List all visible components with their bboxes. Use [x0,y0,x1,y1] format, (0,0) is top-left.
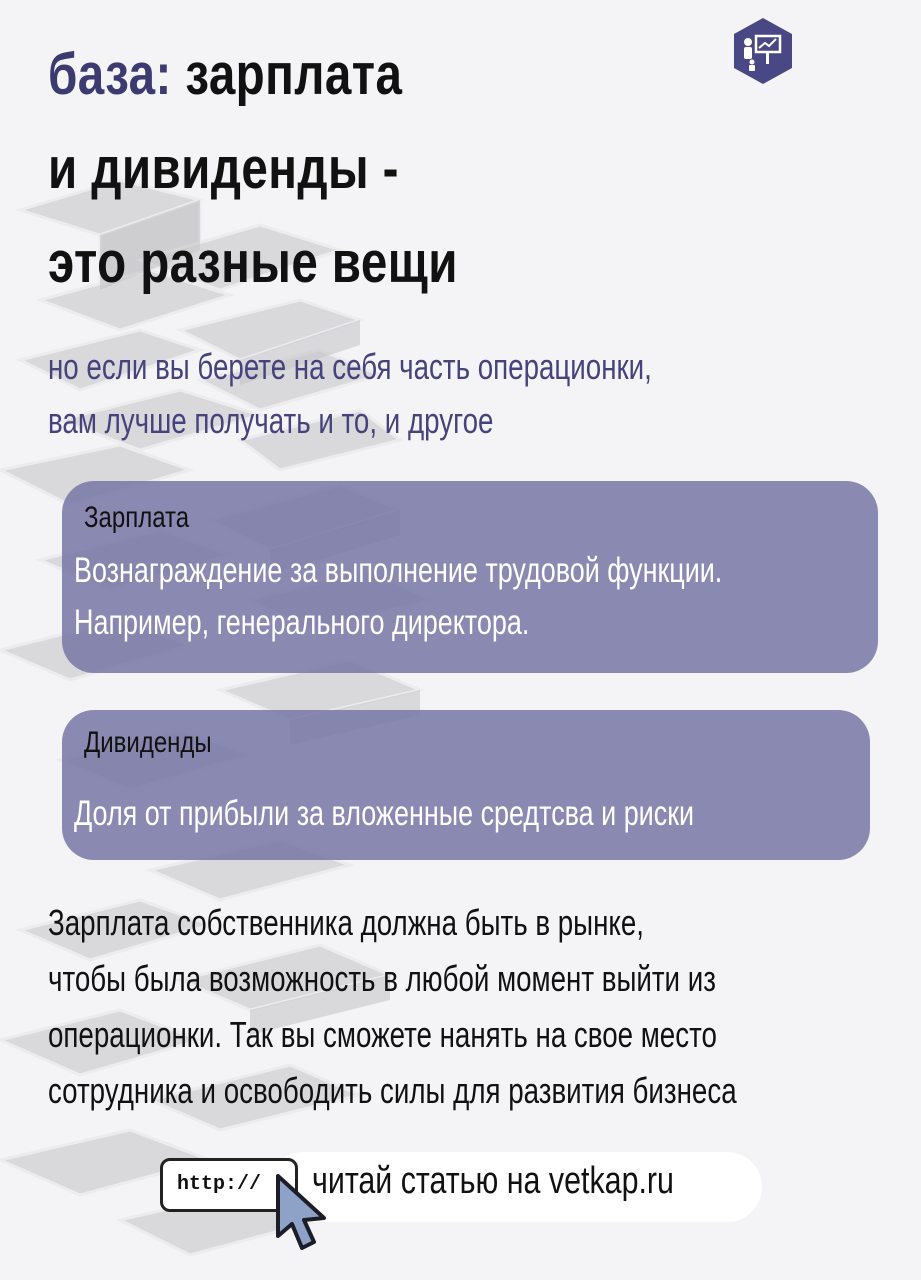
subtitle-line1: но если вы берете на себя часть операционки, [48,346,652,387]
salary-card [62,481,878,673]
subtitle [48,340,652,448]
bottom-line4: сотрудника и освободить силы для развития бизнеса [48,1070,737,1111]
bottom-line1: Зарплата собственника должна быть в рынке, [48,902,644,943]
salary-card-title: Зарплата [84,501,190,534]
bottom-line3: операционки. Так вы сможете нанять на свое место [48,1014,717,1055]
logo-hexagon-icon [728,16,798,86]
title-accent: база: [48,42,172,107]
dividends-card-line1: Доля от прибыли за вложенные средтсва и риски [74,794,695,833]
subtitle-line2: вам лучше получать и то, и другое [48,400,494,441]
cursor-arrow-icon [272,1172,332,1256]
salary-card-line2: Например, генерального директора. [74,603,530,642]
dividends-card-title: Дивиденды [84,726,212,759]
cta-text[interactable]: читай статью на vetkap.ru [312,1160,674,1202]
title-line2: и дивиденды - [48,136,399,201]
salary-card-line1: Вознаграждение за выполнение трудовой функции. [74,551,723,590]
salary-card-body [74,545,722,649]
page-title [48,28,458,310]
bottom-paragraph [48,895,737,1119]
dividends-card-body [74,788,694,840]
bottom-line2: чтобы была возможность в любой момент выйти из [48,958,716,999]
title-line3: это разные вещи [48,230,458,295]
http-badge: http:// [160,1158,298,1212]
dividends-card [62,710,870,860]
title-line1: зарплата [185,42,403,107]
